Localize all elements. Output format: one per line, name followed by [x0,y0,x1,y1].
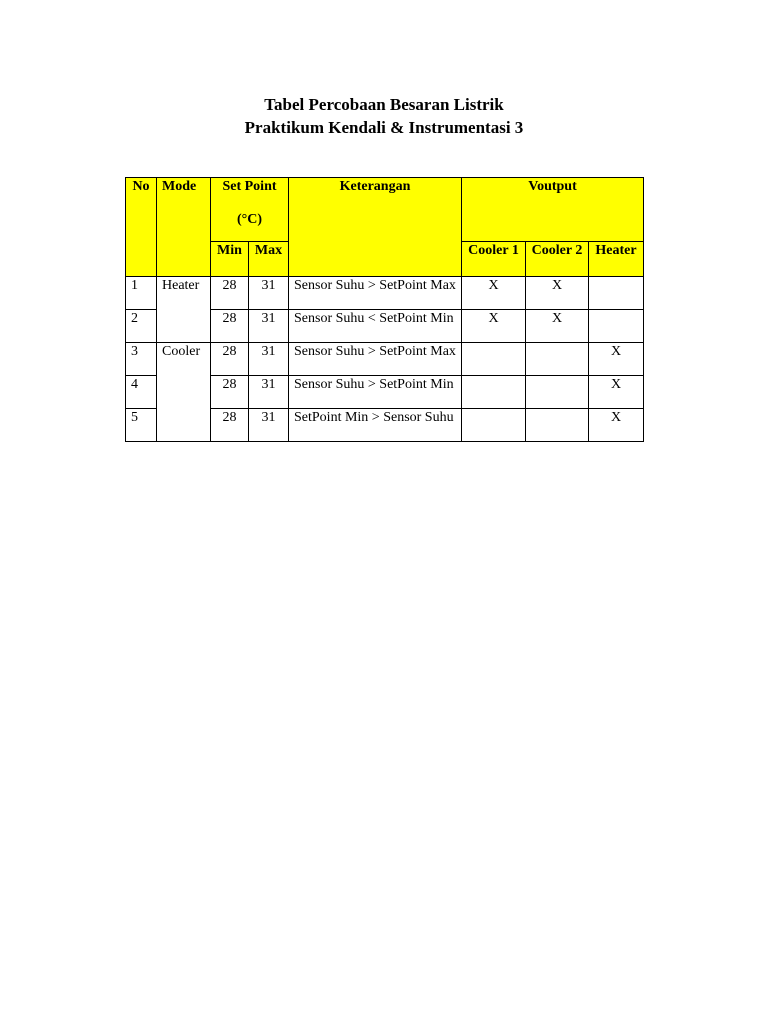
header-no: No [126,178,157,277]
cell-cooler-1: X [462,277,526,310]
header-max: Max [249,242,289,277]
cell-heater: X [589,376,644,409]
cell-min: 28 [211,376,249,409]
cell-cooler-2 [526,343,589,376]
cell-heater [589,310,644,343]
header-mode: Mode [157,178,211,277]
cell-min: 28 [211,277,249,310]
header-cooler-2: Cooler 2 [526,242,589,277]
cell-cooler-1 [462,376,526,409]
header-row-1 [126,178,644,242]
cell-cooler-1: X [462,310,526,343]
cell-keterangan: Sensor Suhu > SetPoint Max [289,277,462,310]
cell-min: 28 [211,310,249,343]
title-line-2: Praktikum Kendali & Instrumentasi 3 [244,118,524,137]
cell-no: 1 [126,277,157,310]
table-row [126,343,644,376]
cell-max: 31 [249,376,289,409]
cell-no: 3 [126,343,157,376]
experiment-table [125,177,644,442]
cell-cooler-2 [526,376,589,409]
cell-keterangan: Sensor Suhu < SetPoint Min [289,310,462,343]
cell-min: 28 [211,409,249,442]
cell-cooler-2: X [526,277,589,310]
cell-cooler-1 [462,343,526,376]
header-set-point-unit: (°C) [236,212,263,227]
cell-cooler-2 [526,409,589,442]
header-set-point [211,178,289,242]
cell-heater: X [589,343,644,376]
cell-max: 31 [249,343,289,376]
document-title [0,93,768,139]
cell-keterangan: Sensor Suhu > SetPoint Max [289,343,462,376]
header-set-point-label: Set Point [222,179,277,194]
header-cooler-1: Cooler 1 [462,242,526,277]
cell-cooler-1 [462,409,526,442]
cell-mode-cooler: Cooler [157,343,211,442]
cell-min: 28 [211,343,249,376]
cell-keterangan: Sensor Suhu > SetPoint Min [289,376,462,409]
cell-no: 4 [126,376,157,409]
header-voutput: Voutput [462,178,644,242]
title-line-1: Tabel Percobaan Besaran Listrik [264,95,504,114]
header-keterangan: Keterangan [289,178,462,277]
header-min: Min [211,242,249,277]
cell-no: 5 [126,409,157,442]
cell-heater [589,277,644,310]
cell-keterangan: SetPoint Min > Sensor Suhu [289,409,462,442]
cell-heater: X [589,409,644,442]
cell-max: 31 [249,277,289,310]
cell-no: 2 [126,310,157,343]
cell-cooler-2: X [526,310,589,343]
cell-max: 31 [249,310,289,343]
header-heater: Heater [589,242,644,277]
table-row [126,277,644,310]
cell-mode-heater: Heater [157,277,211,343]
cell-max: 31 [249,409,289,442]
